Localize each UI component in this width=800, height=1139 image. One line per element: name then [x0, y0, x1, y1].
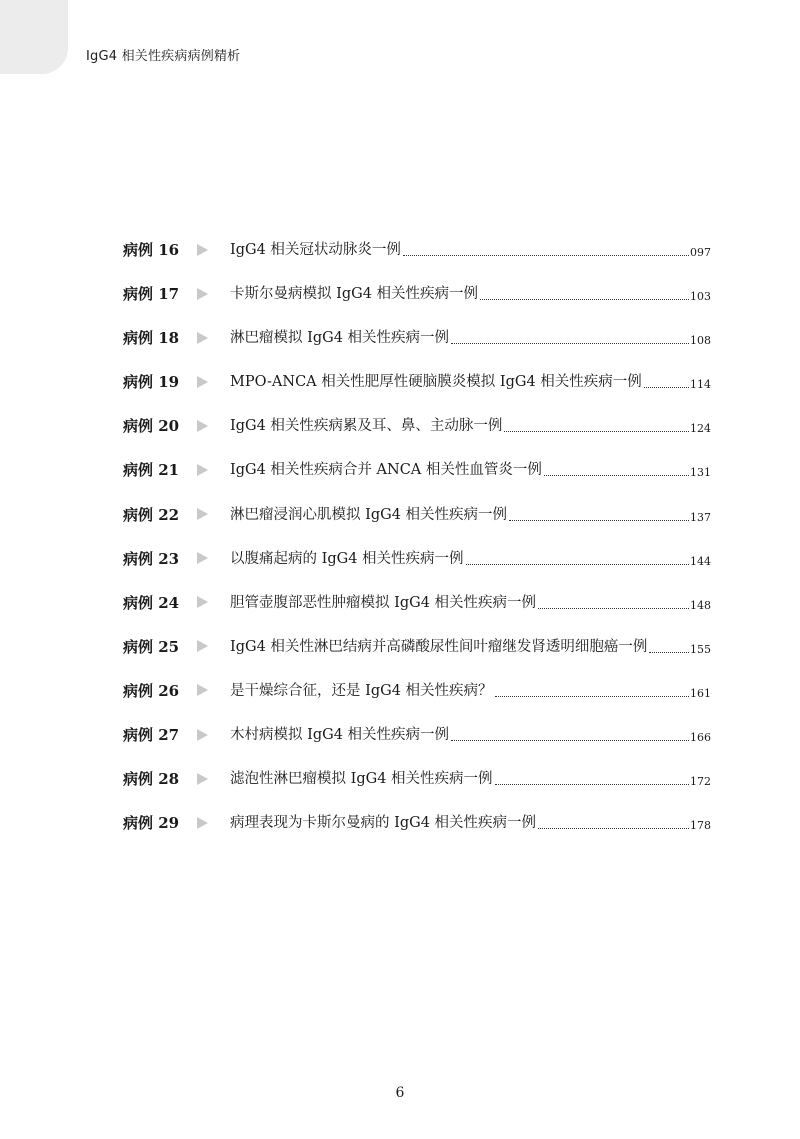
- page-number: 172: [690, 775, 711, 789]
- dot-leader: [451, 343, 689, 344]
- case-label: 病例 27: [123, 726, 180, 745]
- case-label: 病例 22: [123, 505, 180, 524]
- page-number: 097: [690, 246, 711, 259]
- triangle-arrow-icon: [197, 640, 208, 652]
- entry-title: IgG4 相关性疾病合并 ANCA 相关性血管炎一例: [230, 462, 542, 479]
- triangle-arrow-icon: [197, 552, 208, 564]
- triangle-arrow-icon: [197, 244, 208, 256]
- dot-leader: [495, 784, 689, 785]
- case-label: 病例 17: [123, 285, 180, 304]
- page-number: 155: [690, 642, 711, 656]
- toc-entry[interactable]: [123, 677, 711, 721]
- entry-title: 木村病模拟 IgG4 相关性疾病一例: [230, 727, 450, 744]
- entry-title: IgG4 相关冠状动脉炎一例: [230, 242, 401, 258]
- toc-entry[interactable]: [123, 412, 711, 456]
- toc-entry[interactable]: [123, 456, 711, 500]
- case-label: 病例 25: [123, 637, 180, 656]
- case-label: 病例 29: [123, 814, 180, 833]
- entry-title: 淋巴瘤浸润心肌模拟 IgG4 相关性疾病一例: [230, 506, 508, 523]
- case-label: 病例 24: [123, 593, 180, 612]
- toc-entry[interactable]: [123, 633, 711, 677]
- entry-title: 胆管壶腹部恶性肿瘤模拟 IgG4 相关性疾病一例: [230, 594, 537, 611]
- entry-body: [230, 324, 711, 352]
- entry-body: [230, 456, 711, 484]
- entry-title: 病理表现为卡斯尔曼病的 IgG4 相关性疾病一例: [230, 815, 537, 832]
- triangle-arrow-icon: [197, 508, 208, 520]
- page-number: 166: [690, 731, 711, 745]
- case-label: 病例 19: [123, 373, 180, 392]
- page-number: 103: [690, 290, 711, 304]
- triangle-arrow-icon: [197, 288, 208, 300]
- triangle-arrow-icon: [197, 596, 208, 608]
- triangle-arrow-icon: [197, 420, 208, 432]
- case-label: 病例 20: [123, 417, 180, 436]
- entry-body: [230, 501, 711, 529]
- page-number: 178: [690, 819, 711, 833]
- entry-body: [230, 677, 711, 705]
- case-label: 病例 26: [123, 681, 180, 700]
- entry-title: 滤泡性淋巴瘤模拟 IgG4 相关性疾病一例: [230, 771, 493, 788]
- page-number: 108: [690, 334, 711, 348]
- dot-leader: [495, 696, 689, 697]
- dot-leader: [538, 608, 689, 609]
- toc-entry[interactable]: [123, 368, 711, 412]
- toc-entry[interactable]: [123, 324, 711, 368]
- entry-body: [230, 368, 711, 396]
- toc-entry[interactable]: [123, 809, 711, 853]
- toc-entry[interactable]: [123, 721, 711, 765]
- toc-entry[interactable]: [123, 280, 711, 324]
- entry-title: IgG4 相关性淋巴结病并高磷酸尿性间叶瘤继发肾透明细胞癌一例: [230, 638, 648, 655]
- dot-leader: [403, 255, 689, 256]
- entry-body: [230, 236, 711, 264]
- entry-title: 以腹痛起病的 IgG4 相关性疾病一例: [230, 550, 464, 567]
- triangle-arrow-icon: [197, 773, 208, 785]
- entry-title: 卡斯尔曼病模拟 IgG4 相关性疾病一例: [230, 286, 479, 303]
- entry-title: MPO-ANCA 相关性肥厚性硬脑膜炎模拟 IgG4 相关性疾病一例: [230, 374, 642, 391]
- dot-leader: [509, 520, 689, 521]
- toc-entry[interactable]: [123, 501, 711, 545]
- case-label: 病例 28: [123, 770, 180, 789]
- entry-body: [230, 589, 711, 617]
- entry-title: 是干燥综合征，还是 IgG4 相关性疾病？: [230, 682, 493, 699]
- case-label: 病例 23: [123, 549, 180, 568]
- dot-leader: [649, 652, 689, 653]
- table-of-contents: [123, 236, 711, 853]
- entry-body: [230, 280, 711, 308]
- corner-tab: [0, 0, 68, 74]
- page-number: 144: [690, 554, 711, 568]
- page-number: 148: [690, 598, 711, 612]
- triangle-arrow-icon: [197, 817, 208, 829]
- dot-leader: [480, 299, 689, 300]
- entry-body: [230, 765, 711, 793]
- entry-title: IgG4 相关性疾病累及耳、鼻、主动脉一例: [230, 418, 503, 435]
- toc-entry[interactable]: [123, 765, 711, 809]
- triangle-arrow-icon: [197, 464, 208, 476]
- page-number: 137: [690, 510, 711, 524]
- dot-leader: [504, 431, 689, 432]
- dot-leader: [451, 740, 689, 741]
- page-number: 114: [690, 378, 711, 392]
- dot-leader: [544, 475, 689, 476]
- dot-leader: [538, 828, 689, 829]
- triangle-arrow-icon: [197, 332, 208, 344]
- toc-entry[interactable]: [123, 236, 711, 280]
- triangle-arrow-icon: [197, 684, 208, 696]
- running-header: IgG4 相关性疾病病例精析: [86, 49, 241, 64]
- entry-body: [230, 412, 711, 440]
- page-number: 124: [690, 422, 711, 436]
- page-number: 131: [690, 466, 711, 480]
- entry-body: [230, 545, 711, 573]
- triangle-arrow-icon: [197, 376, 208, 388]
- triangle-arrow-icon: [197, 729, 208, 741]
- entry-title: 淋巴瘤模拟 IgG4 相关性疾病一例: [230, 330, 450, 347]
- entry-body: [230, 809, 711, 837]
- page-folio: 6: [395, 1085, 405, 1101]
- case-label: 病例 21: [123, 461, 180, 480]
- toc-entry[interactable]: [123, 589, 711, 633]
- entry-body: [230, 633, 711, 661]
- dot-leader: [644, 387, 689, 388]
- case-label: 病例 18: [123, 329, 180, 348]
- page-number: 161: [690, 686, 711, 700]
- case-label: 病例 16: [123, 241, 180, 259]
- toc-entry[interactable]: [123, 545, 711, 589]
- entry-body: [230, 721, 711, 749]
- dot-leader: [466, 564, 689, 565]
